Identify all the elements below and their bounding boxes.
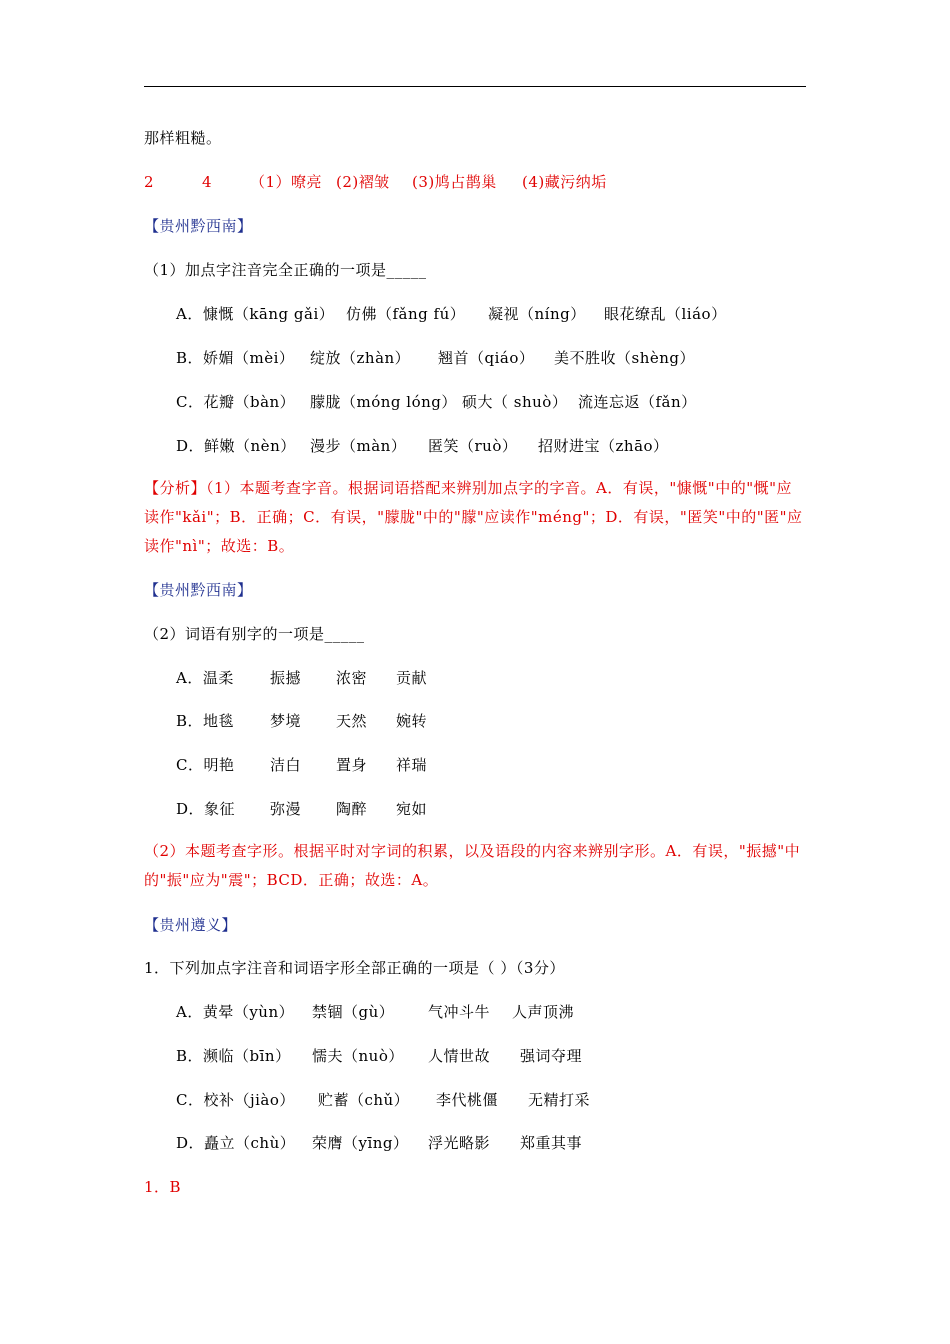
option-b-2: 绽放（zhàn） bbox=[310, 349, 411, 367]
option-a-3: 气冲斗牛 bbox=[428, 1003, 491, 1021]
answer-item-3: (3)鸠占鹊巢 bbox=[412, 173, 497, 191]
option-c-4: 无精打采 bbox=[528, 1091, 591, 1109]
analysis-text: （1）本题考查字音。根据词语搭配来辨别加点字的字音。A．有误，"慷慨"中的"慨"应读作"kǎi"；B．正确；C．有误，"朦胧"中的"朦"应读作"méng"；D．有误，"匿笑"中的"匿"应读作"nì"；故选：B。 bbox=[144, 479, 803, 555]
option-d-1: D．矗立（chù） bbox=[176, 1134, 296, 1152]
option-d-4: 郑重其事 bbox=[520, 1134, 583, 1152]
option-c-2: 贮蓄（chǔ） bbox=[318, 1091, 410, 1109]
analysis-block bbox=[144, 474, 806, 561]
option-a-1: A．黄晕（yùn） bbox=[176, 1003, 295, 1021]
question-text: 1．下列加点字注音和词语字形全部正确的一项是（ ）（3分） bbox=[144, 959, 565, 977]
option-a-2: 振撼 bbox=[270, 669, 302, 687]
option-a-2: 仿佛（fǎng fú） bbox=[346, 305, 466, 323]
answer-item-1: （1）嘹亮 bbox=[250, 173, 323, 191]
answer-item-4: (4)藏污纳垢 bbox=[522, 173, 607, 191]
analysis-text: （2）本题考查字形。根据平时对字词的积累，以及语段的内容来辨别字形。A．有误，"振撼"中的"振"应为"震"；BCD．正确；故选：A。 bbox=[144, 842, 801, 889]
option-b-4: 婉转 bbox=[396, 712, 428, 730]
option-d-2: 漫步（màn） bbox=[310, 437, 407, 455]
option-a-4: 贡献 bbox=[396, 669, 428, 687]
option-a-4: 眼花缭乱（liáo） bbox=[604, 305, 727, 323]
question-text: （2）词语有别字的一项是_____ bbox=[144, 625, 365, 643]
option-c-1: C．花瓣（bàn） bbox=[176, 393, 296, 411]
option-c-2: 朦胧（móng lóng） bbox=[310, 393, 457, 411]
section-tag: 【贵州黔西南】 bbox=[144, 581, 253, 599]
option-d-4: 宛如 bbox=[396, 800, 428, 818]
section-tag: 【贵州遵义】 bbox=[144, 916, 238, 934]
option-d-1: D．象征 bbox=[176, 800, 236, 818]
option-b-3: 人情世故 bbox=[428, 1047, 491, 1065]
option-d-4: 招财进宝（zhāo） bbox=[538, 437, 669, 455]
answer-text: 1．B bbox=[144, 1178, 182, 1196]
option-a-3: 浓密 bbox=[336, 669, 368, 687]
option-a-1: A．温柔 bbox=[176, 669, 234, 687]
option-c-3: 李代桃僵 bbox=[436, 1091, 499, 1109]
option-c-4: 流连忘返（fǎn） bbox=[578, 393, 697, 411]
option-a-3: 凝视（níng） bbox=[488, 305, 586, 323]
option-c-4: 祥瑞 bbox=[396, 756, 428, 774]
option-b-1: B．娇媚（mèi） bbox=[176, 349, 295, 367]
option-c-3: 硕大（ shuò） bbox=[462, 393, 568, 411]
option-d-2: 弥漫 bbox=[270, 800, 302, 818]
option-b-1: B．地毯 bbox=[176, 712, 235, 730]
option-c-1: C．明艳 bbox=[176, 756, 235, 774]
continuation-text: 那样粗糙。 bbox=[144, 129, 222, 147]
answer-num-2: 4 bbox=[202, 173, 213, 191]
option-c-3: 置身 bbox=[336, 756, 368, 774]
option-d-3: 浮光略影 bbox=[428, 1134, 491, 1152]
analysis-label: 【分析】 bbox=[144, 479, 207, 497]
option-b-2: 懦夫（nuò） bbox=[312, 1047, 404, 1065]
option-d-2: 荣膺（yīng） bbox=[312, 1134, 409, 1152]
header-rule bbox=[144, 86, 806, 87]
option-b-4: 强词夺理 bbox=[520, 1047, 583, 1065]
option-c-1: C．校补（jiào） bbox=[176, 1091, 295, 1109]
option-b-3: 翘首（qiáo） bbox=[438, 349, 535, 367]
option-c-2: 洁白 bbox=[270, 756, 302, 774]
option-d-3: 匿笑（ruò） bbox=[428, 437, 518, 455]
answer-num-1: 2 bbox=[144, 173, 155, 191]
option-b-1: B．濒临（bīn） bbox=[176, 1047, 291, 1065]
section-tag: 【贵州黔西南】 bbox=[144, 217, 253, 235]
question-text: （1）加点字注音完全正确的一项是_____ bbox=[144, 261, 427, 279]
option-b-2: 梦境 bbox=[270, 712, 302, 730]
option-a-2: 禁锢（gù） bbox=[312, 1003, 395, 1021]
option-b-4: 美不胜收（shèng） bbox=[554, 349, 695, 367]
answer-item-2: (2)褶皱 bbox=[336, 173, 390, 191]
option-a-1: A．慷慨（kāng gǎi） bbox=[176, 305, 335, 323]
option-a-4: 人声顶沸 bbox=[512, 1003, 575, 1021]
option-d-3: 陶醉 bbox=[336, 800, 368, 818]
option-b-3: 天然 bbox=[336, 712, 368, 730]
option-d-1: D．鲜嫩（nèn） bbox=[176, 437, 296, 455]
